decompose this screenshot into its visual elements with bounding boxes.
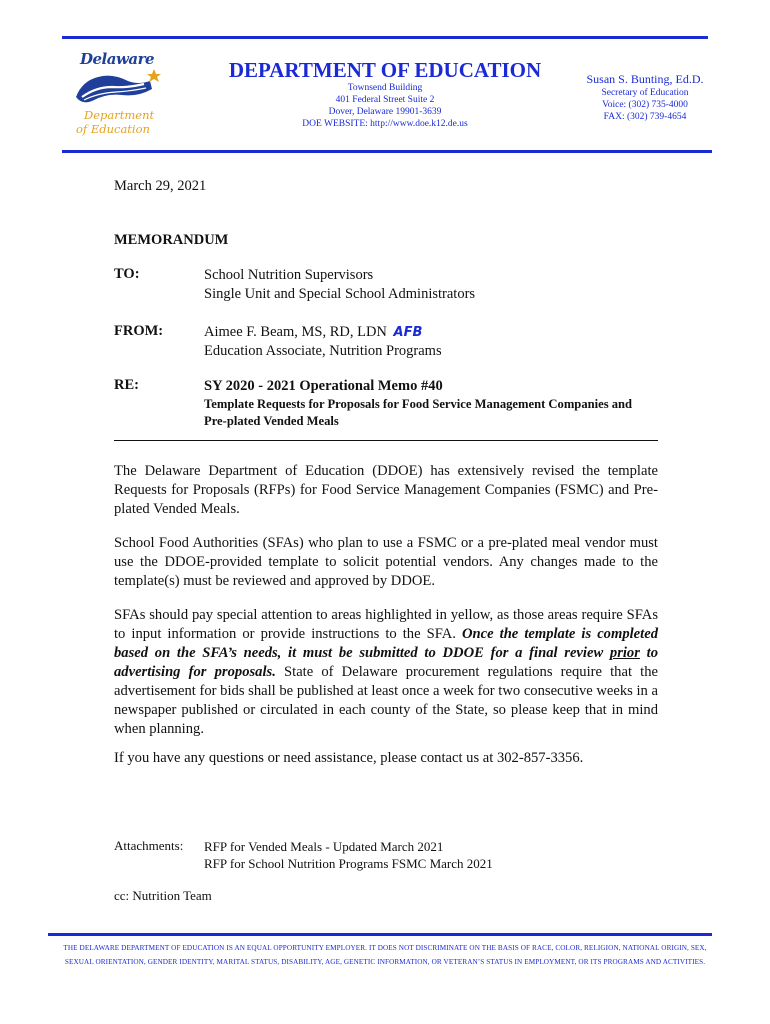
logo-line2: of Education [76,122,150,136]
header-top-rule [62,36,708,39]
re-separator [114,440,658,441]
from-name: Aimee F. Beam, MS, RD, LDN [204,324,387,340]
department-title: DEPARTMENT OF EDUCATION [228,58,542,82]
to-line: School Nutrition Supervisors [204,267,374,283]
delaware-map-icon [72,67,162,107]
secretary-voice: Voice: (302) 735-4000 [602,100,688,110]
re-subtitle-line: Pre-plated Vended Meals [204,414,339,428]
to-recipients [204,266,475,304]
to-label: TO: [114,266,140,282]
footer-rule [48,933,712,936]
from-title: Education Associate, Nutrition Programs [204,343,442,359]
re-label: RE: [114,377,139,393]
secretary-contact [570,87,720,123]
logo-line1: Department [84,108,155,122]
paragraph-3-emphasis-underlined: prior [609,645,640,661]
paragraph-3-emphasis: to advertising for proposals. [114,645,658,680]
paragraph-3-emphasis: Once the template is completed based on the SFA’s needs, it must be submitted to DDOE for a final review [114,626,658,661]
footer-line: THE DELAWARE DEPARTMENT OF EDUCATION IS AN EQUAL OPPORTUNITY EMPLOYER. IT DOES NOT DISCRIMINATE ON THE BASIS OF RACE, COLOR, RELIGION, NATIONAL ORIGIN, SEX, [63,944,707,952]
paragraph-4: If you have any questions or need assistance, please contact us at 302-857-3356. [114,750,584,766]
attachments-list [204,838,493,872]
paragraph-1: The Delaware Department of Education (DDOE) has extensively revised the template Requests for Proposals (RFPs) for Food Service Management Companies (FSMC) and Pre-plated Vended Meals. [114,463,658,517]
attachment-item: RFP for Vended Meals - Updated March 2021 [204,839,444,854]
secretary-name: Susan S. Bunting, Ed.D. [586,72,704,86]
re-title: SY 2020 - 2021 Operational Memo #40 [204,378,443,394]
paragraph-3-text: SFAs should pay special attention to areas highlighted in yellow, as those areas require SFAs to input information or provide instructions to the SFA. [114,607,658,642]
re-subtitle-line: Template Requests for Proposals for Food Service Management Companies and [204,397,633,411]
paragraph-3-text: State of Delaware procurement regulations require that the advertisement for bids shall be published at least once a week for two consecutive weeks in a newspaper published or circulated in each county of the State, so please keep that in mind when planning. [114,664,659,737]
from-initials-signature: AFB [393,325,423,340]
cc-line: cc: Nutrition Team [114,888,212,903]
re-subject [204,377,684,430]
attachments-label: Attachments: [114,838,184,853]
address-line: Townsend Building [347,83,423,93]
footer-line: SEXUAL ORIENTATION, GENDER IDENTITY, MARITAL STATUS, DISABILITY, AGE, GENETIC INFORMATION, OR VETERAN’S STATUS IN EMPLOYMENT, OR ITS PROGRAMS AND ACTIVITIES. [64,958,706,966]
secretary-title: Secretary of Education [601,88,689,98]
website-line: DOE WEBSITE: http://www.doe.k12.de.us [302,119,468,129]
paragraph-3 [114,606,658,739]
doe-logo [70,50,162,140]
logo-state-text: Delaware [80,50,155,68]
department-address [235,82,535,130]
memo-date: March 29, 2021 [114,178,207,194]
memo-heading: MEMORANDUM [114,232,229,248]
header-bottom-rule [62,150,712,153]
address-line: Dover, Delaware 19901-3639 [328,107,442,117]
from-label: FROM: [114,323,164,339]
to-line: Single Unit and Special School Administrators [204,286,476,302]
from-sender [204,323,442,361]
address-line: 401 Federal Street Suite 2 [335,95,435,105]
secretary-fax: FAX: (302) 739-4654 [603,112,687,122]
paragraph-2: School Food Authorities (SFAs) who plan to use a FSMC or a pre-plated meal vendor must use the DDOE-provided template to solicit potential vendors. Any changes made to the template(s) must be reviewed and approved by DDOE. [114,535,658,589]
attachment-item: RFP for School Nutrition Programs FSMC March 2021 [204,856,493,871]
